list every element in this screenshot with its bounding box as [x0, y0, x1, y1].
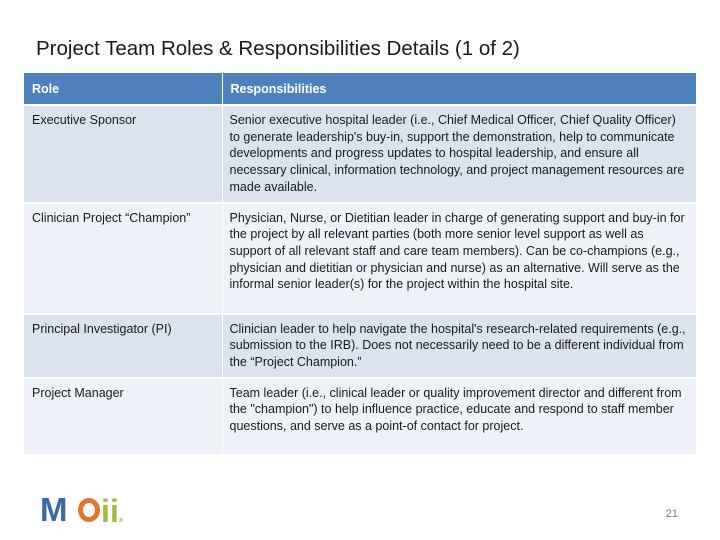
- table-header-row: [24, 73, 696, 105]
- responsibilities-cell: Senior executive hospital leader (i.e., Chief Medical Officer, Chief Quality Officer) to generate leadership's buy-in, support the demonstration, help to communicate developments and progress updates to hospital leadership, and ensure all necessary clinical, information technology, and project management resources are made available.: [222, 105, 696, 203]
- roles-table: [24, 73, 696, 454]
- responsibilities-cell: Clinician leader to help navigate the hospital's research-related requirements (e.g., submission to the IRB). Does not necessarily need to be a different individual from the “Project Champion.”: [222, 314, 696, 378]
- logo-letter-i: i: [101, 493, 110, 529]
- role-cell: Clinician Project “Champion”: [24, 203, 222, 314]
- page-number: 21: [665, 508, 678, 520]
- role-cell: Project Manager: [24, 378, 222, 454]
- role-cell: Principal Investigator (PI): [24, 314, 222, 378]
- logo-registered-mark: ®: [119, 518, 123, 524]
- header-role: Role: [24, 73, 222, 105]
- slide-title: Project Team Roles & Responsibilities Details (1 of 2): [36, 37, 520, 60]
- logo-letter-i-2: i: [110, 493, 119, 529]
- responsibilities-cell: Physician, Nurse, or Dietitian leader in charge of generating support and buy-in for the project by all relevant parties (both more senior level support as well as support of all relevant staff and care team members). Can be co-champions (e.g., physician and dietitian or physician and nurse) as an alternative. Will serve as the informal senior leader(s) for the project within the hospital site.: [222, 203, 696, 314]
- header-responsibilities: Responsibilities: [222, 73, 696, 105]
- logo-q-ring: [78, 498, 100, 522]
- table-row: [24, 105, 696, 203]
- table-row: [24, 203, 696, 314]
- logo-letter-m: M: [40, 491, 68, 528]
- table-row: [24, 378, 696, 454]
- table-row: [24, 314, 696, 378]
- role-cell: Executive Sponsor: [24, 105, 222, 203]
- responsibilities-cell: Team leader (i.e., clinical leader or quality improvement director and different from the "champion") to help influence practice, educate and respond to staff member questions, and serve as a point-of contact for project.: [222, 378, 696, 454]
